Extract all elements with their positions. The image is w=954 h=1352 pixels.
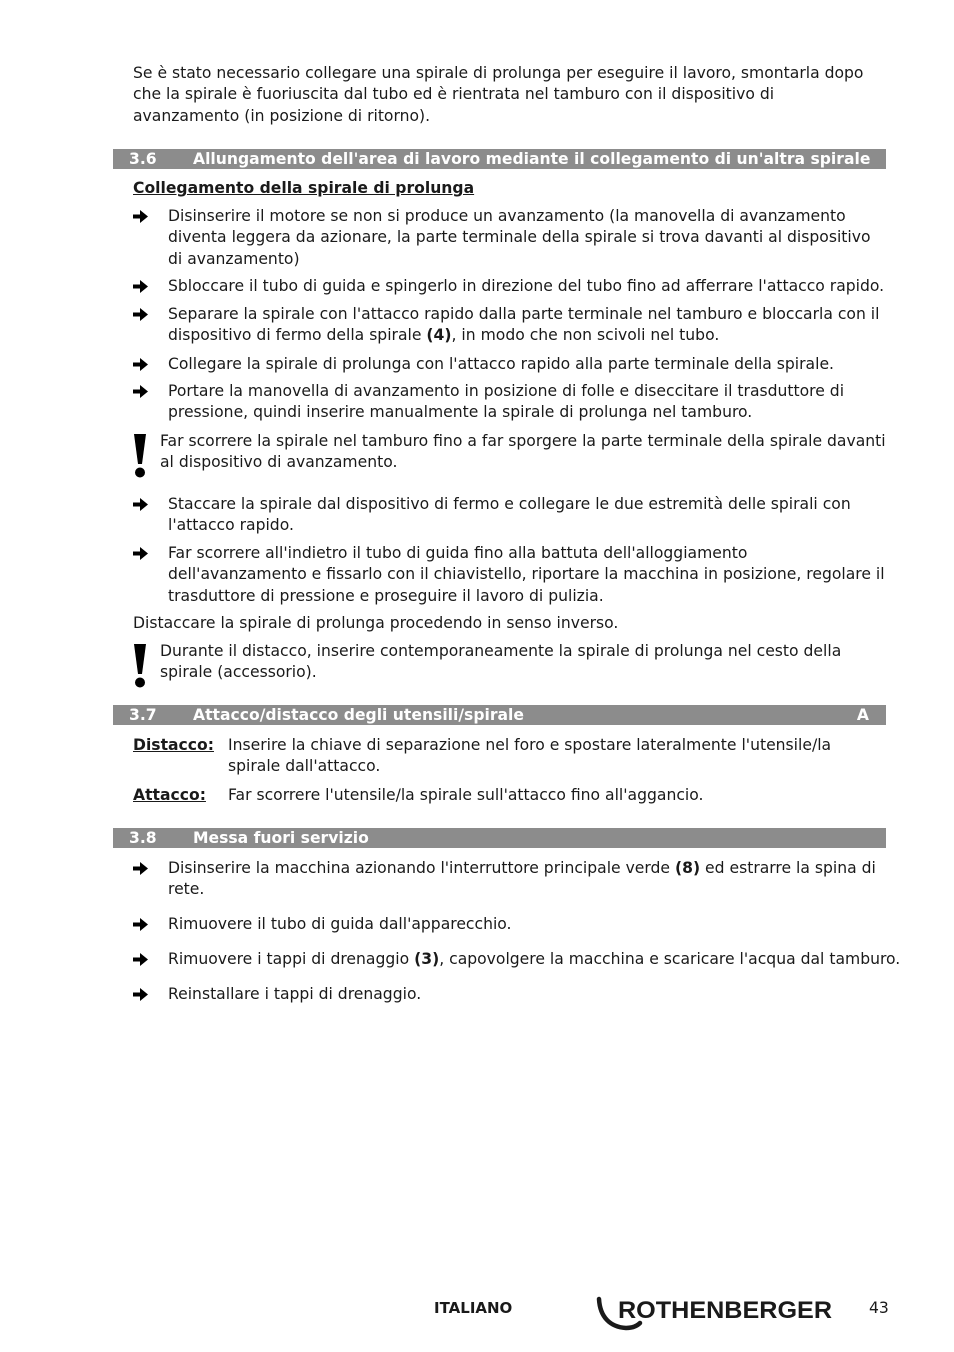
part-reference: (3) [414,950,440,968]
arrow-right-icon [133,308,148,321]
list-item-text: Rimuovere il tubo di guida dall'apparecchio. [168,915,512,933]
list-item-text: Sbloccare il tubo di guida e spingerlo in direzione del tubo fino ad afferrare l'attacco rapido. [168,277,885,295]
part-reference: (4) [426,326,452,345]
list-item-text: Disinserire il motore se non si produce un avanzamento (la manovella di avanzamento diventa leggera da azionare, la parte terminale della spirale si trova davanti al dispositivo di avanzamento) [168,207,871,268]
note-text: Far scorrere la spirale nel tamburo fino a far sporgere la parte terminale della spirale davanti al dispositivo di avanzamento. [160,432,886,472]
subheading: Collegamento della spirale di prolunga [133,179,475,197]
list-item-text: Collegare la spirale di prolunga con l'attacco rapido alla parte terminale della spirale. [168,355,834,373]
note-text: Durante il distacco, inserire contemporaneamente la spirale di prolunga nel cesto della spirale (accessorio). [160,642,842,682]
list-item-text: Far scorrere all'indietro il tubo di guida fino alla battuta dell'alloggiamento dell'avanzamento e fissarlo con il chiavistello, riportare la macchina in posizione, regolare il trasduttore di pressione e proseguire il lavoro di pulizia. [168,544,885,605]
paragraph: Distaccare la spirale di prolunga procedendo in senso inverso. [133,614,619,632]
rothenberger-logo [596,1295,836,1331]
definition-text: Far scorrere l'utensile/la spirale sull'attacco fino all'aggancio. [228,786,704,804]
figure-reference: A [856,706,869,724]
brand-wordmark: ROTHENBERGER [618,1297,832,1324]
list-item-text: Separare la spirale con l'attacco rapido dalla parte terminale nel tamburo e bloccarla con il dispositivo di fermo della spirale (4), in modo che non scivoli nel tubo. [168,305,880,345]
arrow-right-icon [133,385,148,398]
list-item-text: Staccare la spirale dal dispositivo di fermo e collegare le due estremità delle spirali con l'attacco rapido. [168,495,851,535]
list-item-text: Portare la manovella di avanzamento in posizione di folle e diseccitare il trasduttore di pressione, quindi inserire manualmente la spirale di prolunga nel tamburo. [168,382,845,422]
page-number: 43 [869,1299,889,1317]
section-number: 3.6 [129,150,157,168]
arrow-right-icon [133,358,148,371]
list-item-text: Rimuovere i tappi di drenaggio (3), capovolgere la macchina e scaricare l'acqua dal tamburo. [168,950,901,968]
definition-text: Inserire la chiave di separazione nel foro e spostare lateralmente l'utensile/la spirale dall'attacco. [228,736,832,776]
section-title: Allungamento dell'area di lavoro mediante il collegamento di un'altra spirale [193,150,871,168]
arrow-right-icon [133,547,148,560]
section-number: 3.7 [129,706,157,724]
list-item-text: Reinstallare i tappi di drenaggio. [168,985,422,1003]
arrow-right-icon [133,988,148,1001]
arrow-right-icon [133,862,148,875]
definition-term: Distacco: [133,736,214,754]
footer-language: ITALIANO [434,1299,513,1317]
arrow-right-icon [133,918,148,931]
section-header-3-8 [113,828,886,848]
arrow-right-icon [133,210,148,223]
exclamation-icon [131,644,149,688]
intro-paragraph: Se è stato necessario collegare una spirale di prolunga per eseguire il lavoro, smontarla dopo che la spirale è fuoriuscita dal tubo ed è rientrata nel tamburo con il dispositivo di avanzamento (in posizione di ritorno). [133,64,864,125]
section-title: Messa fuori servizio [193,829,369,847]
arrow-right-icon [133,498,148,511]
definition-term: Attacco: [133,786,206,804]
list-item-text: Disinserire la macchina azionando l'interruttore principale verde (8) ed estrarre la spina di rete. [168,859,876,899]
arrow-right-icon [133,953,148,966]
section-title: Attacco/distacco degli utensili/spirale [193,706,524,724]
arrow-right-icon [133,280,148,293]
part-reference: (8) [674,859,701,877]
section-header-3-7 [113,705,886,725]
exclamation-icon [131,434,149,478]
section-number: 3.8 [129,829,157,847]
section-header-3-6 [113,149,886,169]
